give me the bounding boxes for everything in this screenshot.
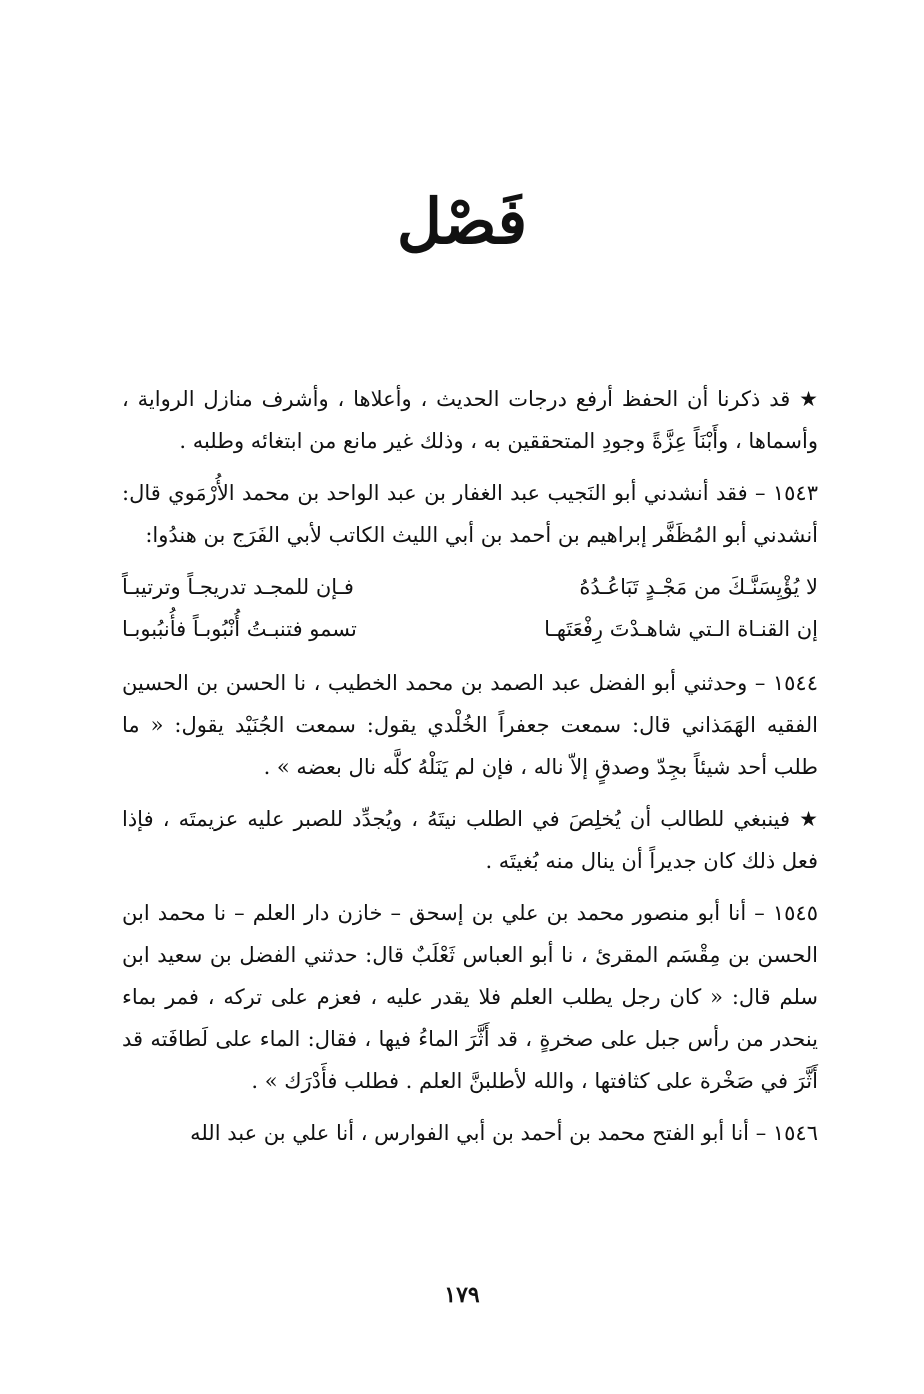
narration-1543: ١٥٤٣ – فقد أنشدني أبو النَجيب عبد الغفار بن عبد الواحد بن محمد الأُرْمَوي قال: أنشدني أبو المُظَفَّر إبراهيم بن أحمد بن أبي الليث الكاتب لأبي الفَرَج بن هندُوا: bbox=[122, 481, 818, 547]
verse-second-hemistich: تسمو فتنبـتُ أُنْبُوبـاً فأُنبُبوبـا bbox=[122, 617, 357, 641]
page-body bbox=[122, 378, 818, 1164]
advice-paragraph: ★ فينبغي للطالب أن يُخلِصَ في الطلب نيتَهُ ، ويُجدِّد للصبر عليه عزيمتَه ، فإذا فعل ذلك كان جديراً أن ينال منه بُغيتَه . bbox=[122, 807, 818, 873]
poem bbox=[122, 566, 818, 650]
section-heading: فَصْل bbox=[396, 185, 528, 258]
verse-line bbox=[122, 608, 818, 650]
verse-line bbox=[122, 566, 818, 608]
page-number: ١٧٩ bbox=[444, 1282, 480, 1308]
narration-1546: ١٥٤٦ – أنا أبو الفتح محمد بن أحمد بن أبي الفوارس ، أنا علي بن عبد الله bbox=[190, 1121, 818, 1145]
verse-first-hemistich: إن القنـاة الـتي شاهـدْتَ رِفْعَتَهـا bbox=[544, 617, 818, 641]
verse-second-hemistich: فـإن للمجـد تدريجـاً وترتيبـاً bbox=[122, 575, 354, 599]
intro-paragraph: ★ قد ذكرنا أن الحفظ أرفع درجات الحديث ، وأعلاها ، وأشرف منازل الرواية ، وأسماها ، وأَبْنَاً عِزَّةً وجودِ المتحققين به ، وذلك غير مانع من ابتغائه وطلبه . bbox=[122, 387, 818, 453]
verse-first-hemistich: لا يُؤْيِسَنَّـكَ من مَجْـدٍ تَبَاعُـدُهُ bbox=[579, 575, 818, 599]
narration-1544: ١٥٤٤ – وحدثني أبو الفضل عبد الصمد بن محمد الخطيب ، نا الحسن بن الحسين الفقيه الهَمَذاني قال: سمعت جعفراً الخُلْدي يقول: سمعت الجُنَيْد يقول: « ما طلب أحد شيئاً بجِدّ وصدقٍ إلاّ ناله ، فإن لم يَنَلْهُ كلَّه نال بعضه » . bbox=[122, 671, 818, 779]
narration-1545: ١٥٤٥ – أنا أبو منصور محمد بن علي بن إسحق – خازن دار العلم – نا محمد ابن الحسن بن مِقْسَم المقرئ ، نا أبو العباس ثَعْلَبٌ قال: حدثني الفضل بن سعيد ابن سلم قال: « كان رجل يطلب العلم فلا يقدر عليه ، فعزم على تركه ، فمر بماء ينحدر من رأس جبل على صخرةٍ ، قد أَثَّرَ الماءُ فيها ، فقال: الماء على لَطافَته قد أَثَّرَ في صَخْرة على كثافتها ، والله لأطلبنَّ العلم . فطلب فأَدْرَك » . bbox=[122, 901, 818, 1093]
